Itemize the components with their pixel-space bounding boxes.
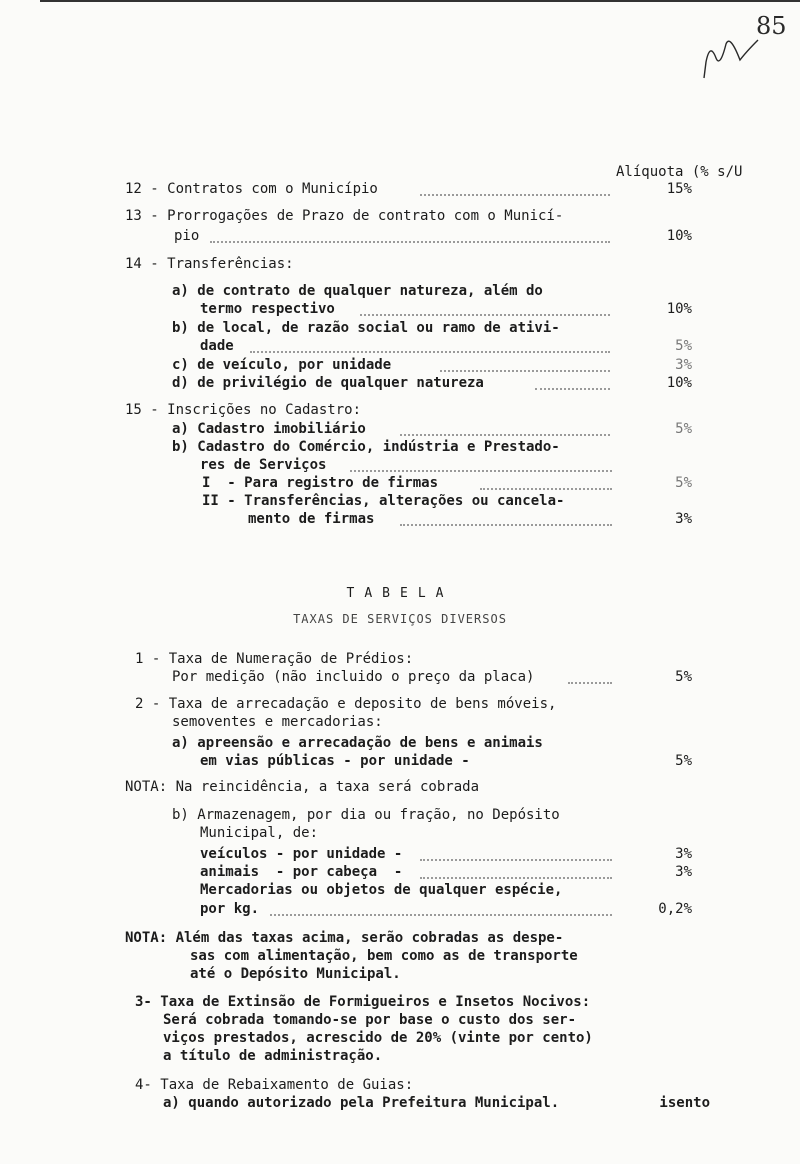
leader-dots (535, 384, 610, 390)
note-1: NOTA: Na reincidência, a taxa será cobrada (125, 779, 480, 795)
item-14b-line2: dade (200, 338, 234, 354)
item-15b-line1: b) Cadastro do Comércio, indústria e Prestado- (172, 439, 560, 455)
item-15b-II-line2: mento de firmas (248, 511, 375, 527)
leader-dots (480, 484, 612, 490)
item-15-label: 15 - Inscrições no Cadastro: (125, 402, 362, 418)
service-3-line4: a título de administração. (163, 1048, 383, 1064)
service-2b-animals-value: 3% (675, 864, 692, 880)
service-2b-per-kg: por kg. (200, 901, 260, 917)
leader-dots (568, 678, 612, 684)
leader-dots (360, 310, 610, 316)
leader-dots (420, 190, 610, 196)
service-3-line1: 3- Taxa de Extinsão de Formigueiros e Insetos Nocivos: (135, 994, 591, 1010)
leader-dots (440, 366, 610, 372)
service-3-line2: Será cobrada tomando-se por base o custo dos ser- (163, 1012, 577, 1028)
item-13-value: 10% (666, 228, 692, 244)
column-header: Alíquota (% s/U (616, 164, 743, 180)
top-rule (40, 0, 800, 2)
service-1-value: 5% (675, 669, 692, 685)
item-12-value: 15% (666, 181, 692, 197)
service-2-title-line1: 2 - Taxa de arrecadação e deposito de bens móveis, (135, 696, 557, 712)
table-heading: TABELA (346, 586, 454, 601)
leader-dots (420, 873, 612, 879)
service-2b-line2: Municipal, de: (200, 825, 319, 841)
item-14c-label: c) de veículo, por unidade (172, 357, 392, 373)
service-2a-line2: em vias públicas - por unidade - (200, 753, 470, 769)
leader-dots (210, 237, 610, 243)
service-4-title: 4- Taxa de Rebaixamento de Guias: (135, 1077, 414, 1093)
item-14a-line1: a) de contrato de qualquer natureza, além do (172, 283, 543, 299)
leader-dots (250, 347, 610, 353)
service-1-title: 1 - Taxa de Numeração de Prédios: (135, 651, 414, 667)
item-14c-value: 3% (675, 357, 692, 373)
item-13-label-line1: 13 - Prorrogações de Prazo de contrato com o Municí- (125, 208, 564, 224)
item-14a-line2: termo respectivo (200, 301, 335, 317)
note-2-line2: sas com alimentação, bem como as de transporte (190, 948, 578, 964)
service-2b-vehicles: veículos - por unidade - (200, 846, 403, 862)
leader-dots (400, 520, 612, 526)
service-2a-line1: a) apreensão e arrecadação de bens e animais (172, 735, 543, 751)
service-4a-label: a) quando autorizado pela Prefeitura Municipal. (163, 1095, 560, 1111)
service-2b-goods: Mercadorias ou objetos de qualquer espécie, (200, 882, 563, 898)
item-13-label-line2: pio (174, 228, 200, 244)
leader-dots (400, 430, 610, 436)
note-2-line1: NOTA: Além das taxas acima, serão cobradas as despe- (125, 930, 564, 946)
table-subheading: TAXAS DE SERVIÇOS DIVERSOS (293, 612, 507, 626)
item-15a-value: 5% (675, 421, 692, 437)
service-2b-line1: b) Armazenagem, por dia ou fração, no Depósito (172, 807, 560, 823)
service-4a-value: isento (659, 1095, 710, 1111)
service-2b-per-kg-value: 0,2% (658, 901, 692, 917)
item-15b-I-value: 5% (675, 475, 692, 491)
item-14-label: 14 - Transferências: (125, 256, 294, 272)
service-2a-value: 5% (675, 753, 692, 769)
note-2-line3: até o Depósito Municipal. (190, 966, 401, 982)
item-15b-II-line1: II - Transferências, alterações ou cancela- (202, 493, 565, 509)
item-14a-value: 10% (666, 301, 692, 317)
item-14b-value: 5% (675, 338, 692, 354)
leader-dots (350, 466, 612, 472)
item-15b-II-value: 3% (675, 511, 692, 527)
item-14d-value: 10% (666, 375, 692, 391)
item-15b-line2: res de Serviços (200, 457, 327, 473)
service-1-detail: Por medição (não incluido o preço da placa) (172, 669, 535, 685)
leader-dots (270, 910, 612, 916)
leader-dots (420, 855, 612, 861)
item-14b-line1: b) de local, de razão social ou ramo de ativi- (172, 320, 560, 336)
item-15b-I-label: I - Para registro de firmas (202, 475, 439, 491)
service-3-line3: viços prestados, acrescido de 20% (vinte por cento) (163, 1030, 593, 1046)
item-12-label: 12 - Contratos com o Município (125, 181, 378, 197)
item-14d-label: d) de privilégio de qualquer natureza (172, 375, 484, 391)
item-15a-label: a) Cadastro imobiliário (172, 421, 366, 437)
service-2-title-line2: semoventes e mercadorias: (172, 714, 383, 730)
page-number: 85 (756, 12, 787, 40)
service-2b-animals: animais - por cabeça - (200, 864, 403, 880)
service-2b-vehicles-value: 3% (675, 846, 692, 862)
